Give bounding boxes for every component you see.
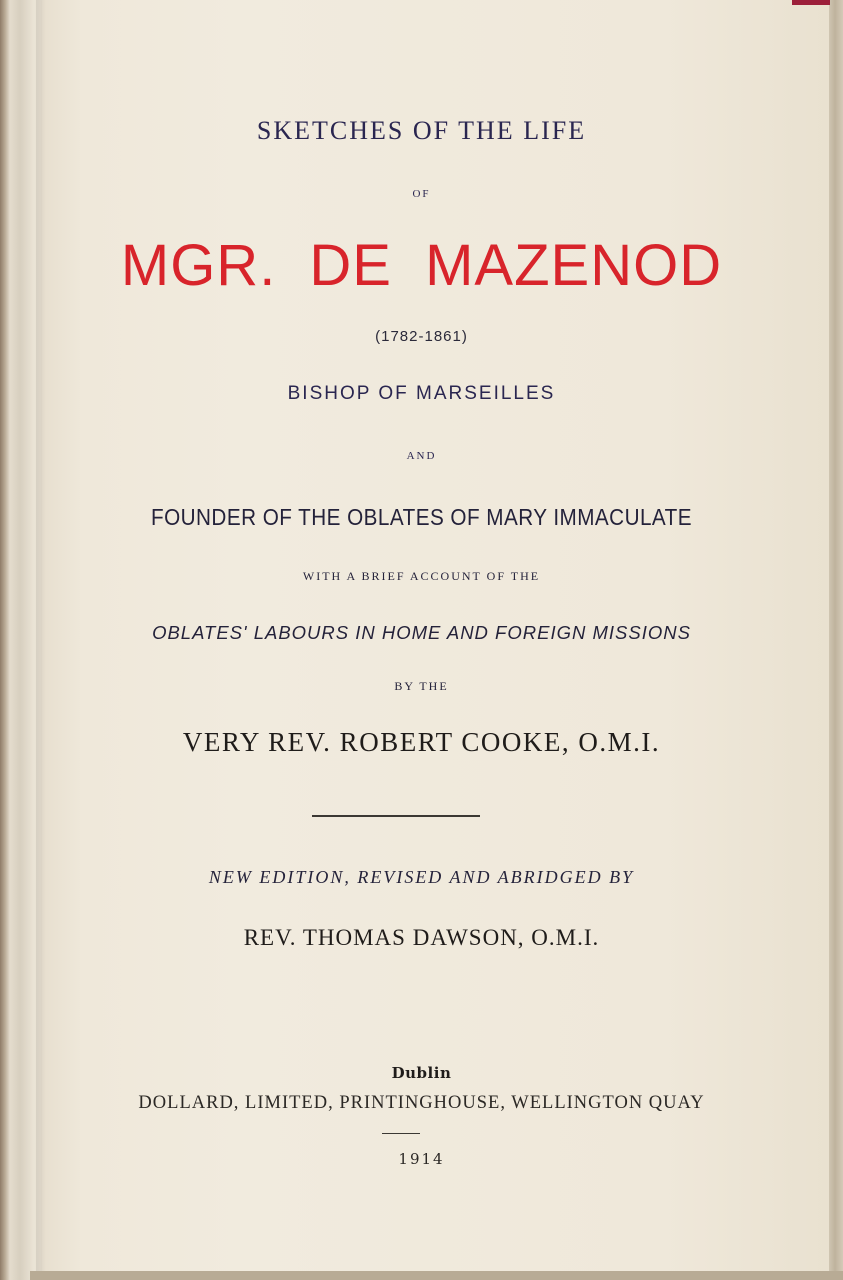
publication-year: 1914 [398,1150,445,1168]
subject-name: MGR. DE MAZENOD [120,233,723,298]
by-the-connector: BY THE [394,679,449,693]
missions-line: OBLATES' LABOURS IN HOME AND FOREIGN MISSIONS [152,622,691,643]
of-connector: OF [412,188,431,200]
publisher-imprint: DOLLARD, LIMITED, PRINTINGHOUSE, WELLINGTON QUAY [138,1093,705,1113]
founder-line: FOUNDER OF THE OBLATES OF MARY IMMACULATE [150,504,693,530]
and-connector: AND [406,450,437,462]
life-dates: (1782-1861) [375,328,468,345]
brief-account-line: WITH A BRIEF ACCOUNT OF THE [302,569,541,583]
bookmark-ribbon [792,0,830,5]
author-name: VERY REV. ROBERT COOKE, O.M.I. [182,727,661,757]
subject-role: BISHOP OF MARSEILLES [287,383,556,404]
divider-rule [312,815,480,817]
page-bottom-edge [30,1271,843,1280]
edition-statement: NEW EDITION, REVISED AND ABRIDGED BY [208,867,635,887]
book-title: SKETCHES OF THE LIFE [256,116,587,145]
small-divider-rule [382,1133,420,1134]
reviser-name: REV. THOMAS DAWSON, O.M.I. [243,925,600,950]
publication-city: Dublin [391,1064,452,1082]
